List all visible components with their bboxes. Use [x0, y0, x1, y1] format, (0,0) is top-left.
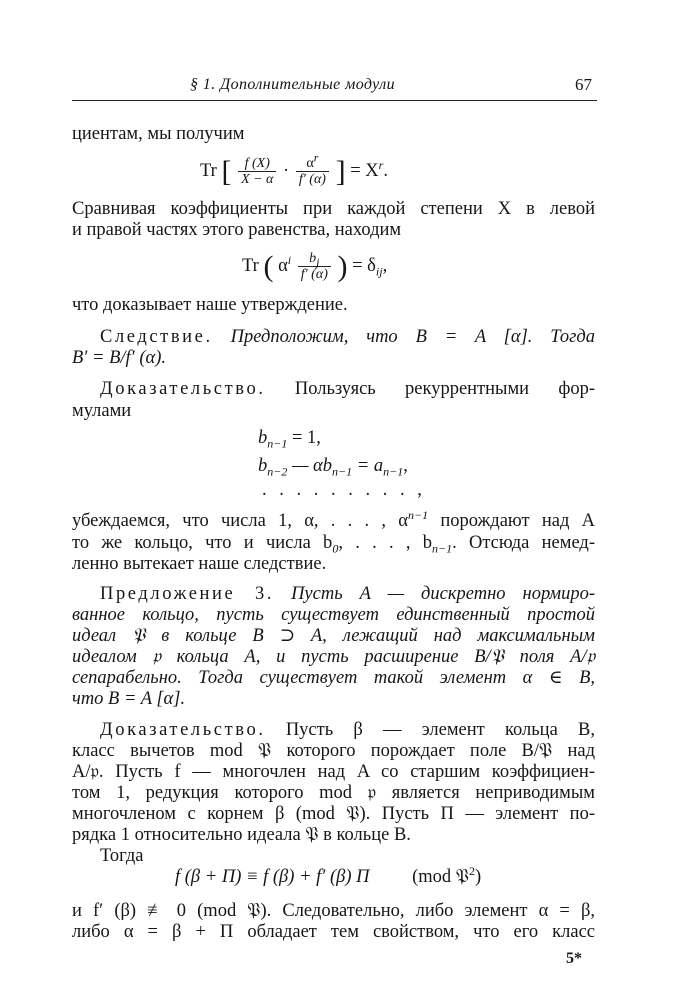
fraction-denominator: f′ (α) — [296, 171, 329, 187]
signature-mark: 5* — [566, 950, 582, 967]
text-line: Тогда — [100, 846, 144, 866]
header-rule — [72, 100, 597, 101]
formula-line — [258, 428, 321, 449]
fraction-numerator: $\alpha^r$ — [306, 150, 319, 172]
proof-label: Доказательство. — [100, 379, 266, 399]
text-segment: порождают над A — [428, 511, 595, 531]
congruence-lhs: f (β + Π) ≡ f (β) + f′ (β) Π — [175, 867, 370, 887]
formula-subscript: n−1 — [383, 464, 404, 479]
text-line: и правой частях этого равенства, находим — [72, 220, 402, 240]
subscript: 0 — [332, 541, 339, 556]
right-paren: ) — [337, 249, 348, 283]
text-segment: . Отсюда немед- — [452, 533, 596, 553]
equation-rhs-exponent: r — [378, 157, 384, 172]
text-line: рядка 1 относительно идеала 𝔓 в кольце B. — [72, 825, 411, 845]
formula-rest: , — [403, 456, 408, 476]
fraction-denominator: f′ (α) — [298, 266, 331, 282]
equation-rhs: = δ — [352, 256, 376, 276]
congruence-modulus: (mod 𝔓 — [412, 867, 469, 887]
text-line: том 1, редукция которого mod 𝔭 является неприводимым — [72, 783, 595, 803]
formula-symbol: b — [258, 428, 268, 448]
formula-line — [258, 456, 408, 477]
equation-rhs: = X — [350, 161, 379, 181]
left-paren: ( — [263, 249, 274, 283]
trace-symbol: Tr — [242, 256, 259, 276]
fraction-numerator: f (X) — [244, 156, 270, 172]
proof-text: Пусть β — элемент кольца B, — [285, 720, 595, 740]
text-segment: , . . . , b — [338, 533, 432, 553]
text-line: многочленом с корнем β (mod 𝔓). Пусть Π — элемент по- — [72, 804, 595, 824]
fraction-denominator: X − α — [238, 171, 276, 187]
fraction — [298, 251, 331, 282]
trace-symbol: Tr — [200, 161, 217, 181]
text-line: B′ = B/f′ (α). — [72, 348, 166, 368]
fraction-numerator: $b_j$ — [309, 251, 320, 270]
subscript: n−1 — [432, 541, 453, 556]
text-segment: убеждаемся, что числа 1, α, . . . , α — [72, 511, 408, 531]
formula-term: = a — [352, 456, 384, 476]
running-header-title: § 1. Дополнительные модули — [190, 76, 396, 93]
text-line: что B = A [α]. — [72, 689, 186, 709]
text-line: что доказывает наше утверждение. — [72, 295, 348, 315]
modulus-close: ) — [474, 867, 482, 887]
text-line: идеал 𝔓 в кольце B ⊃ A, лежащий над максимальным — [72, 626, 595, 646]
corollary-label: Следствие. — [100, 327, 213, 347]
corollary-line — [72, 326, 595, 348]
superscript: n−1 — [407, 507, 429, 522]
formula-ellipsis: . . . . . . . . . , — [262, 480, 426, 500]
fraction — [238, 156, 276, 187]
corollary-text: Предположим, что B = A [α]. Тогда — [230, 327, 596, 347]
formula-subscript: n−1 — [332, 464, 353, 479]
formula-rest: = 1, — [287, 428, 321, 448]
formula-subscript: n−1 — [267, 436, 288, 451]
text-line: ванное кольцо, пусть существует единственный простой — [72, 605, 595, 625]
equation-trace-1: Tr [ $\frac{f (X)}{X - \alpha}$ · $\frac{\alpha^r}{f' (\alpha)}$ ] = $X^r$. — [200, 150, 388, 188]
text-line: ленно вытекает наше следствие. — [72, 554, 327, 574]
text-line: циентам, мы получим — [72, 124, 245, 144]
proof-line — [72, 378, 595, 400]
proposition-line — [72, 583, 595, 605]
equation-congruence — [175, 863, 482, 888]
formula-symbol: b — [258, 456, 268, 476]
modulus-exponent: 2 — [468, 863, 475, 878]
text-line: либо α = β + Π обладает тем свойством, что его класс — [72, 922, 595, 942]
proposition-text: Пусть A — дискретно нормиро- — [291, 584, 595, 604]
text-line: сепарабельно. Тогда существует такой элемент α ∈ B, — [72, 668, 595, 688]
fraction — [296, 150, 329, 188]
proposition-label: Предложение 3. — [100, 584, 275, 604]
dot-operator: · — [283, 161, 290, 181]
alpha-power: $\alpha^i$ — [278, 252, 292, 276]
page-number: 67 — [575, 75, 592, 94]
proof-line — [72, 719, 595, 741]
equation-rhs-subscript: ij — [375, 264, 383, 279]
text-line — [72, 507, 595, 532]
text-line: Сравнивая коэффициенты при каждой степени X в левой — [72, 199, 595, 219]
proof-text: Пользуясь рекуррентными фор- — [294, 379, 595, 399]
right-bracket: ] — [335, 154, 346, 188]
text-line: мулами — [72, 401, 132, 421]
text-segment: то же кольцо, что и числа b — [72, 533, 333, 553]
equation-trace-2: Tr ( $\alpha^i$ $\frac{b_j}{f' (\alpha)}$ ) = $\delta_{ij}$, — [242, 249, 388, 283]
text-line: и f′ (β) ≢ 0 (mod 𝔓). Следовательно, либо элемент α = β, — [72, 901, 595, 921]
formula-subscript: n−2 — [267, 464, 288, 479]
text-line: идеалом 𝔭 кольца A, и пусть расширение B/𝔓 поля A/𝔭 — [72, 647, 595, 667]
text-line: класс вычетов mod 𝔓 которого порождает поле B/𝔓 над — [72, 741, 595, 761]
proof-label: Доказательство. — [100, 720, 266, 740]
formula-term: — αb — [287, 456, 333, 476]
left-bracket: [ — [221, 154, 232, 188]
text-line: A/𝔭. Пусть f — многочлен над A со старшим коэффициен- — [72, 762, 595, 782]
text-line — [72, 532, 595, 554]
